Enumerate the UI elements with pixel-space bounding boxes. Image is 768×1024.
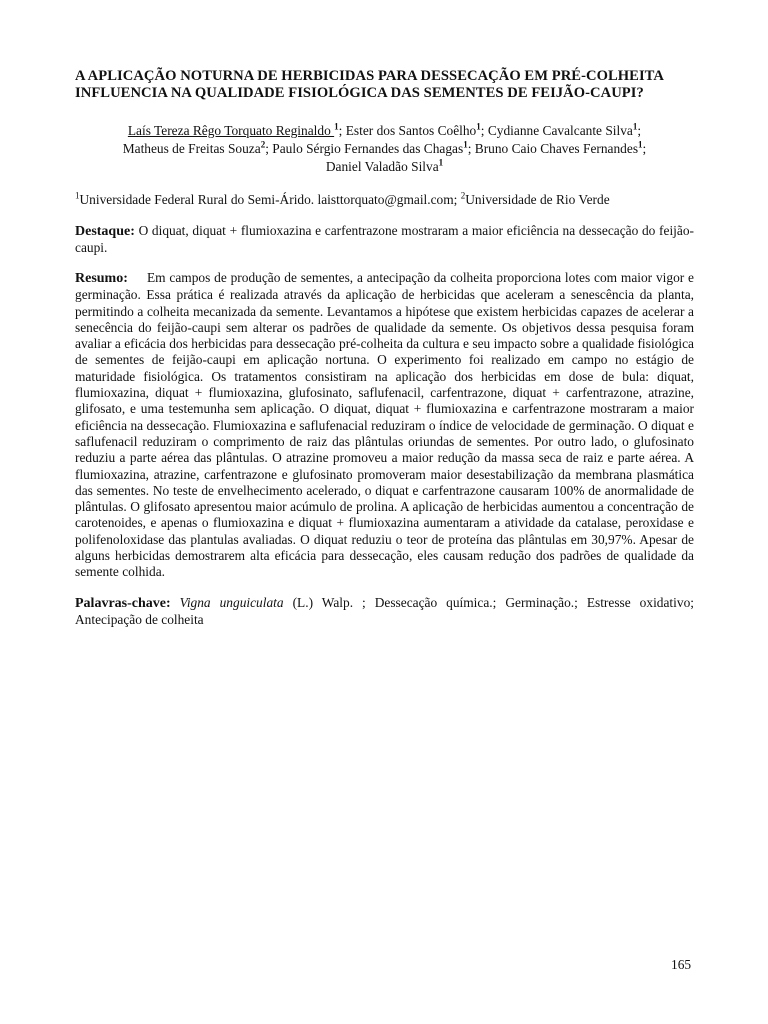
author-name: Daniel Valadão Silva$^1$: [325, 157, 444, 174]
abstract-text: Em campos de produção de sementes, a antecipação da colheita proporciona lotes com maior vigor e germinação. Essa prática é realizada através da aplicação de herbicidas que aceleram a senescência da planta, permitindo a colheita mecanizada da semente. Levantamos a hipótese que existem herbicidas capazes de acelerar a senecência do feijão-caupi sem alterar os padrões de qualidade da semente. Os objetivos dessa pesquisa foram avaliar a eficácia dos herbicidas para dessecação pré-colheita da cultura e seu impacto sobre a qualidade fisiológica de sementes de feijão-caupi em aplicação nortuna. O experimento foi realizado em campo no estágio de maturidade fisiológica. Os tratamentos consistiram na aplicação dos herbicidas em dose de bula: diquat, flumioxazina, diquat + flumioxazina, glufosinato, saflufenacil, carfentrazone, diquat + carfentrazone, atrazine, glifosato, e uma testemunha sem aplicação. O diquat, diquat + flumioxazina e carfentrazone mostraram a maior eficiência na dessecação. Flumioxazina e saflufenacial reduziram o índice de velocidade de germinação. O diquat e saflufenacil reduziram o comprimento de raiz das plântulas oriundas de sementes. Por outro lado, o glufosinato reduziu a parte aérea das plântulas. O atrazine promoveu a maior redução da massa seca de raiz e parte aérea. A flumioxazina, atrazine, carfentrazone e glufosinato promoveram maior desestabilização da membrana plasmática das sementes. No teste de envelhecimento acelerado, o diquat e carfentrazone causaram 100% de anormalidade de plântulas. O glifosato apresentou maior acúmulo de prolina. A aplicação de herbicidas aumentou a concentração de carotenoides, e apenas o flumioxazina e diquat + flumioxazina aumentaram a atividade da catalase, peroxidase e polifenoloxidase das plantulas avaliadas. O diquat reduziu o teor de proteína das plântulas em 30,97%. Apesar de alguns herbicidas demostrarem alta eficácia para dessecação, eles causam redução dos padrões de qualidade da semente colhida.: [75, 269, 694, 580]
keywords-label: Palavras-chave:: [75, 595, 171, 611]
affiliations: $^1$Universidade Federal Rural do Semi-Árido. laisttorquato@gmail.com; $^2$Universidade de Rio Verde: [75, 190, 610, 207]
author-name: Paulo Sérgio Fernandes das Chagas$^1$;: [272, 139, 475, 156]
highlight-label: Destaque:: [75, 224, 135, 239]
abstract-label: Resumo:: [75, 270, 128, 286]
author-name: Cydianne Cavalcante Silva$^1$;: [487, 121, 642, 138]
page-number: 165: [671, 957, 692, 972]
keywords-species: Vigna unguiculata: [179, 594, 284, 610]
author-name: Laís Tereza Rêgo Torquato Reginaldo $^1$;: [127, 121, 346, 138]
keywords-text: (L.) Walp. ; Dessecação química.; Germinação.; Estresse oxidativo; Antecipação de colheita: [75, 594, 694, 627]
paper-page: [75, 68, 694, 642]
author-name: Ester dos Santos Coêlho$^1$;: [345, 121, 488, 138]
author-list: [75, 122, 694, 176]
abstract-paragraph: [75, 270, 694, 581]
highlight-paragraph: [75, 223, 694, 257]
paper-title: A APLICAÇÃO NOTURNA DE HERBICIDAS PARA DESSECAÇÃO EM PRÉ-COLHEITA INFLUENCIA NA QUALIDADE FISIOLÓGICA DAS SEMENTES DE FEIJÃO-CAUPI?: [75, 68, 664, 101]
highlight-text: O diquat, diquat + flumioxazina e carfentrazone mostraram a maior eficiência na dessecação do feijão-caupi.: [75, 223, 694, 256]
author-name: Bruno Caio Chaves Fernandes$^1$;: [474, 139, 647, 156]
keywords-paragraph: [75, 595, 694, 629]
author-name: Matheus de Freitas Souza$^2$;: [122, 139, 273, 156]
